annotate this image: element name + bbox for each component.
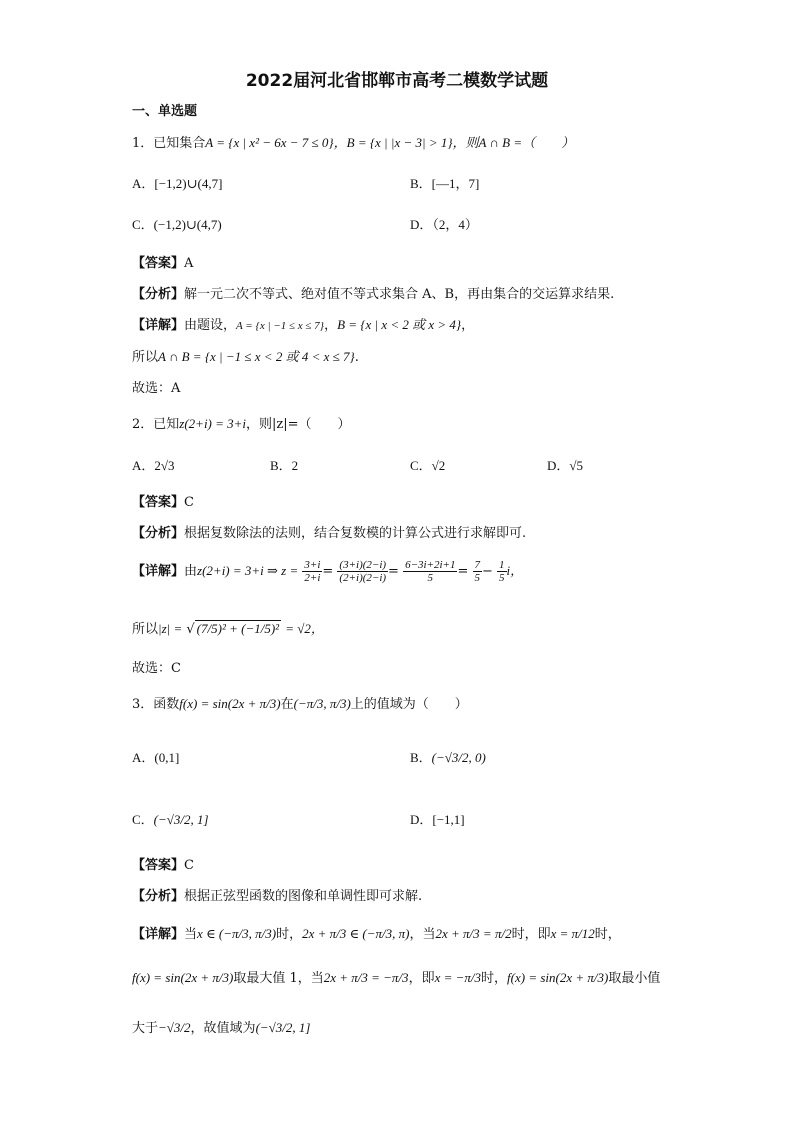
q2-stem-math: z(2+i) = 3+i — [179, 416, 247, 431]
q3-option-d: D．[−1,1] — [410, 812, 465, 827]
q3-d1-g: 时，即 — [511, 927, 551, 942]
q3-d1-a: 当 — [184, 927, 198, 942]
q3-stem-tail: 上的值域为（ ） — [350, 697, 468, 712]
q2-option-c: C．√2 — [410, 458, 446, 473]
q2-f1-den: 2+i — [304, 572, 321, 585]
q3-answer-value: C — [184, 858, 194, 873]
q3-detail-line2 — [132, 970, 660, 987]
detail-tag: 【详解】 — [132, 564, 185, 580]
analysis-tag: 【分析】 — [132, 889, 185, 904]
q1-detail2-end: . — [354, 350, 359, 365]
q3-option-c-label: C． — [132, 812, 154, 827]
q2-option-a: A．2√3 — [132, 458, 175, 473]
q1-analysis — [132, 287, 614, 303]
q3-d3-b: −√3/2 — [158, 1020, 191, 1035]
q3-analysis-text: 根据正弦型函数的图像和单调性即可求解. — [184, 889, 423, 904]
q2-stem-tail: ，则|z|=（ ） — [246, 417, 351, 432]
q1-detail-prefix: 由题设， — [184, 318, 237, 333]
q3-d1-e: ，当 — [409, 927, 436, 942]
page-title: 2022届河北省邯郸市高考二模数学试题 — [245, 71, 549, 91]
q1-set-b: B = {x | |x − 3| > 1}，则 — [346, 135, 479, 150]
q3-stem-mid: 在 — [280, 697, 294, 712]
q2-f2-num: (3+i)(2−i) — [339, 559, 387, 571]
q1-detail2-math: A ∩ B = {x | −1 ≤ x < 2 或 4 < x ≤ 7} — [158, 349, 355, 364]
q1-choice: 故选：A — [132, 381, 181, 396]
q3-d3-a: 大于 — [132, 1021, 159, 1036]
section-heading: 一、单选题 — [132, 104, 198, 119]
q1-analysis-text: 解一元二次不等式、绝对值不等式求集合 A、B，再由集合的交运算求结果. — [184, 287, 615, 302]
q2-fraction-2 — [337, 559, 388, 584]
q3-d2-f: 时， — [481, 971, 508, 986]
q3-d2-h: 取最小值 — [608, 971, 661, 986]
q3-option-c-value: (−√3/2, 1] — [153, 812, 209, 827]
q3-d2-c: 2x + π/3 = −π/3 — [323, 970, 409, 985]
q3-answer — [132, 858, 194, 874]
q1-stem — [132, 135, 574, 152]
q3-option-c — [132, 812, 209, 828]
q2-f3-den: 5 — [427, 572, 434, 585]
q2-fraction-4 — [473, 559, 483, 584]
q1-detail-line1 — [132, 317, 474, 334]
q3-detail-line1 — [132, 926, 621, 943]
q2-choice: 故选：C — [132, 661, 181, 676]
q3-d1-b: x ∈ (−π/3, π/3) — [197, 926, 277, 941]
q1-question: A ∩ B =（ ） — [478, 135, 575, 150]
q2-detail-prefix: 由 — [184, 564, 198, 580]
q3-d2-b: 取最大值 1，当 — [233, 971, 324, 986]
detail-tag: 【详解】 — [132, 927, 185, 942]
q2-detail-lhs: z(2+i) = 3+i ⇒ z = — [197, 563, 299, 579]
q2-fraction-5 — [497, 559, 507, 584]
q2-f4-den: 5 — [474, 572, 480, 585]
analysis-tag: 【分析】 — [132, 526, 185, 541]
q1-option-a: A．[−1,2)∪(4,7] — [132, 176, 223, 191]
q3-stem-interval: (−π/3, π/3) — [293, 696, 351, 711]
q2-f4-num: 7 — [474, 559, 480, 571]
q2-mod-lhs: |z| = — [158, 621, 183, 636]
q3-d1-h: x = π/12 — [550, 926, 595, 941]
q2-mod-prefix: 所以 — [132, 622, 159, 637]
q2-f5-num: 1 — [499, 559, 505, 571]
q1-detail-set-b: B = {x | x < 2 或 x > 4} — [337, 317, 462, 332]
q1-answer-value: A — [184, 256, 194, 271]
q2-option-d: D．√5 — [547, 458, 584, 473]
q3-option-a: A．(0,1] — [132, 750, 180, 765]
q1-stem-prefix: 1．已知集合 — [132, 136, 206, 151]
q3-option-b — [410, 750, 486, 766]
q2-mod-expr: (7/5)² + (−1/5)² — [196, 621, 280, 636]
answer-tag: 【答案】 — [132, 495, 185, 510]
q1-option-d: D．（2，4） — [410, 217, 478, 232]
q1-detail2-prefix: 所以 — [132, 350, 159, 365]
q3-d2-e: x = −π/3 — [434, 970, 482, 985]
q3-option-b-value: (−√3/2, 0) — [431, 750, 486, 765]
q1-answer — [132, 256, 193, 272]
q3-d2-g: f(x) = sin(2x + π/3) — [507, 970, 609, 985]
q1-detail-line2 — [132, 349, 359, 366]
q1-set-a: A = {x | x² − 6x − 7 ≤ 0}， — [205, 135, 347, 150]
q2-mod-rhs: = √2， — [285, 621, 324, 636]
q2-detail-line1: 【详解】由z(2+i) = 3+i ⇒ z = $\frac{3+i}{2+i}$ = $\frac{(3+i)(2-i)}{(2+i)(2-i)}$ = $\frac{6-3i+2i+1}{5}$ = $\frac{7}{5}$ − $\frac{1}{5}$ i， — [132, 559, 524, 585]
answer-tag: 【答案】 — [132, 256, 185, 271]
q2-analysis — [132, 526, 526, 542]
q3-analysis — [132, 889, 422, 905]
detail-tag: 【详解】 — [132, 318, 185, 333]
q2-f1-num: 3+i — [304, 559, 321, 571]
q3-stem — [132, 696, 468, 713]
q3-detail-line3 — [132, 1020, 310, 1037]
q2-f5-suffix: i， — [506, 563, 524, 579]
q2-f3-num: 6−3i+2i+1 — [405, 559, 456, 571]
q1-detail-sep: ， — [324, 318, 338, 333]
q1-detail-end: ， — [461, 318, 475, 333]
analysis-tag: 【分析】 — [132, 287, 185, 302]
q1-option-b: B．[—1，7] — [410, 176, 480, 191]
q2-answer-value: C — [184, 495, 194, 510]
q2-stem-prefix: 2．已知 — [132, 417, 180, 432]
q3-d2-a: f(x) = sin(2x + π/3) — [132, 970, 234, 985]
q2-option-b: B．2 — [270, 458, 299, 473]
q2-analysis-text: 根据复数除法的法则，结合复数模的计算公式进行求解即可. — [184, 526, 527, 541]
q2-f2-den: (2+i)(2−i) — [339, 572, 387, 585]
q1-option-c: C．(−1,2)∪(4,7) — [132, 217, 222, 232]
q2-f5-den: 5 — [499, 572, 505, 585]
q2-detail-line2: 所以|z| = √ (7/5)² + (−1/5)² = √2， — [132, 621, 324, 637]
q2-fraction-1 — [302, 559, 322, 584]
q3-d3-c: ，故值域为 — [190, 1021, 256, 1036]
q3-stem-prefix: 3．函数 — [132, 697, 180, 712]
answer-tag: 【答案】 — [132, 858, 185, 873]
q3-stem-math: f(x) = sin(2x + π/3) — [179, 696, 281, 711]
q2-fraction-3 — [403, 559, 457, 584]
q3-d1-i: 时， — [594, 927, 621, 942]
q3-d1-d: 2x + π/3 ∈ (−π/3, π) — [302, 926, 410, 941]
q3-d3-d: (−√3/2, 1] — [255, 1020, 311, 1035]
q3-d1-c: 时， — [276, 927, 303, 942]
q2-stem — [132, 416, 351, 433]
q2-answer — [132, 495, 194, 511]
q3-option-b-label: B． — [410, 750, 432, 765]
q3-d2-d: ，即 — [408, 971, 435, 986]
q3-d1-f: 2x + π/3 = π/2 — [435, 926, 512, 941]
q1-detail-set-a: A = {x | −1 ≤ x ≤ 7} — [236, 320, 325, 332]
